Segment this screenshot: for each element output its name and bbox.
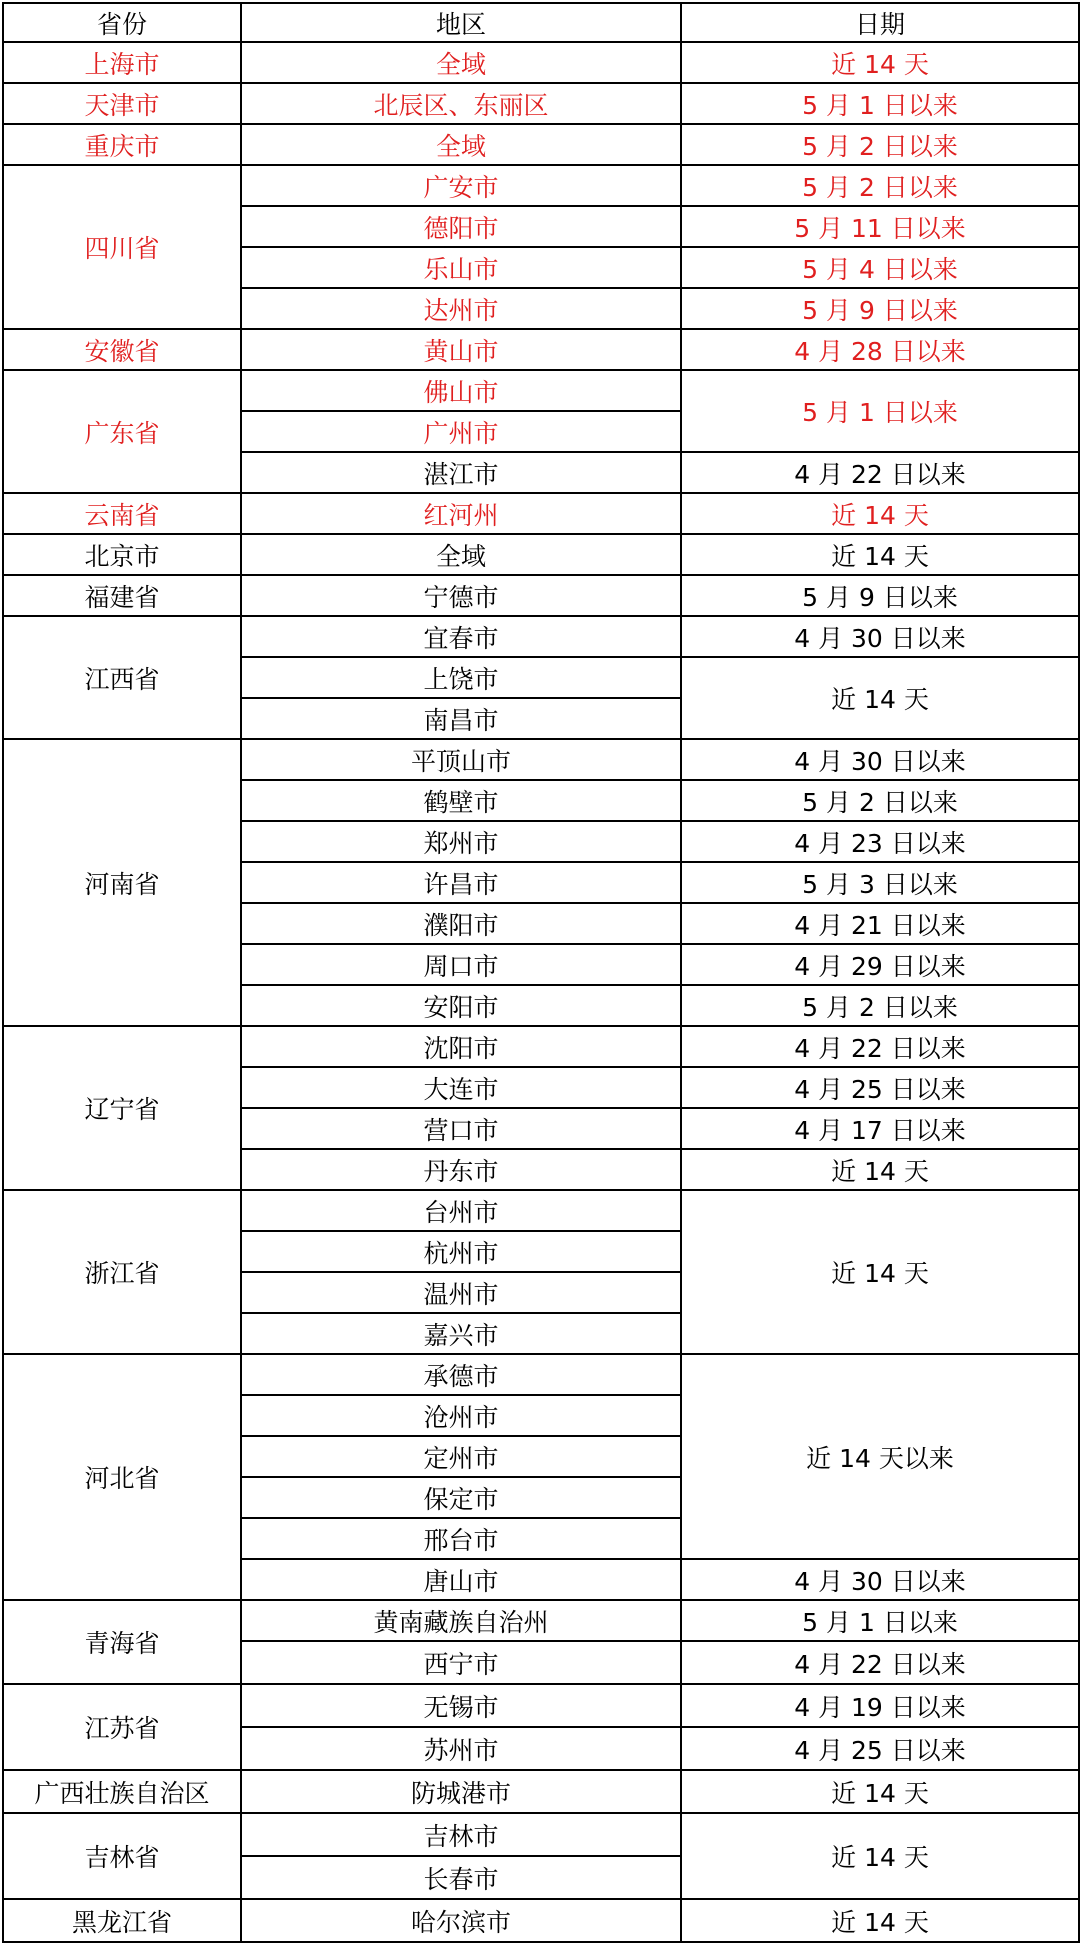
date-cell: 5 月 2 日以来 [681,780,1079,821]
table-row [3,1026,1079,1067]
province-cell: 河南省 [3,739,241,1026]
area-cell: 宜春市 [241,616,681,657]
province-cell: 北京市 [3,534,241,575]
table-row [3,1354,1079,1395]
area-cell: 沧州市 [241,1395,681,1436]
table-row [3,1190,1079,1231]
area-cell: 郑州市 [241,821,681,862]
area-cell: 全域 [241,42,681,83]
table-row [3,165,1079,206]
date-cell: 近 14 天 [681,42,1079,83]
area-cell: 温州市 [241,1272,681,1313]
table-row [3,1600,1079,1641]
area-cell: 上饶市 [241,657,681,698]
area-cell: 杭州市 [241,1231,681,1272]
province-header: 省份 [3,3,241,42]
area-header: 地区 [241,3,681,42]
province-cell: 广东省 [3,370,241,493]
date-cell: 4 月 21 日以来 [681,903,1079,944]
area-cell: 全域 [241,534,681,575]
area-cell: 保定市 [241,1477,681,1518]
date-cell: 近 14 天 [681,657,1079,739]
area-cell: 承德市 [241,1354,681,1395]
date-cell: 近 14 天 [681,1190,1079,1354]
area-cell: 吉林市 [241,1813,681,1856]
date-cell: 4 月 30 日以来 [681,739,1079,780]
province-cell: 四川省 [3,165,241,329]
province-cell: 黑龙江省 [3,1899,241,1942]
area-cell: 台州市 [241,1190,681,1231]
region-date-table [2,2,1080,1943]
date-cell: 5 月 2 日以来 [681,124,1079,165]
date-cell: 4 月 22 日以来 [681,1641,1079,1684]
date-cell: 近 14 天以来 [681,1354,1079,1559]
date-cell: 5 月 2 日以来 [681,985,1079,1026]
area-cell: 沈阳市 [241,1026,681,1067]
area-cell: 苏州市 [241,1727,681,1770]
area-cell: 濮阳市 [241,903,681,944]
province-cell: 云南省 [3,493,241,534]
table-body [3,42,1079,1942]
date-cell: 4 月 28 日以来 [681,329,1079,370]
province-cell: 重庆市 [3,124,241,165]
date-cell: 5 月 3 日以来 [681,862,1079,903]
date-cell: 近 14 天 [681,1899,1079,1942]
area-cell: 达州市 [241,288,681,329]
date-cell: 4 月 30 日以来 [681,1559,1079,1600]
province-cell: 安徽省 [3,329,241,370]
table-row [3,575,1079,616]
area-cell: 安阳市 [241,985,681,1026]
area-cell: 定州市 [241,1436,681,1477]
area-cell: 北辰区、东丽区 [241,83,681,124]
date-header: 日期 [681,3,1079,42]
table-row [3,370,1079,411]
date-cell: 4 月 22 日以来 [681,1026,1079,1067]
date-cell: 5 月 11 日以来 [681,206,1079,247]
area-cell: 平顶山市 [241,739,681,780]
province-cell: 广西壮族自治区 [3,1770,241,1813]
date-cell: 4 月 19 日以来 [681,1684,1079,1727]
area-cell: 红河州 [241,493,681,534]
date-cell: 近 14 天 [681,493,1079,534]
date-cell: 5 月 9 日以来 [681,288,1079,329]
province-cell: 上海市 [3,42,241,83]
province-cell: 吉林省 [3,1813,241,1899]
area-cell: 长春市 [241,1856,681,1899]
province-cell: 江西省 [3,616,241,739]
province-cell: 江苏省 [3,1684,241,1770]
area-cell: 广州市 [241,411,681,452]
date-cell: 近 14 天 [681,534,1079,575]
area-cell: 丹东市 [241,1149,681,1190]
table-row [3,493,1079,534]
date-cell: 4 月 25 日以来 [681,1067,1079,1108]
date-cell: 4 月 29 日以来 [681,944,1079,985]
date-cell: 4 月 22 日以来 [681,452,1079,493]
area-cell: 嘉兴市 [241,1313,681,1354]
date-cell: 5 月 1 日以来 [681,1600,1079,1641]
area-cell: 邢台市 [241,1518,681,1559]
date-cell: 4 月 25 日以来 [681,1727,1079,1770]
date-cell: 4 月 30 日以来 [681,616,1079,657]
area-cell: 湛江市 [241,452,681,493]
area-cell: 大连市 [241,1067,681,1108]
table-row [3,124,1079,165]
area-cell: 宁德市 [241,575,681,616]
date-cell: 5 月 2 日以来 [681,165,1079,206]
area-cell: 哈尔滨市 [241,1899,681,1942]
area-cell: 唐山市 [241,1559,681,1600]
area-cell: 乐山市 [241,247,681,288]
area-cell: 佛山市 [241,370,681,411]
province-cell: 河北省 [3,1354,241,1600]
date-cell: 4 月 23 日以来 [681,821,1079,862]
table-row [3,739,1079,780]
area-cell: 黄山市 [241,329,681,370]
province-cell: 浙江省 [3,1190,241,1354]
area-cell: 南昌市 [241,698,681,739]
table-row [3,329,1079,370]
date-cell: 4 月 17 日以来 [681,1108,1079,1149]
area-cell: 鹤壁市 [241,780,681,821]
table-row [3,616,1079,657]
date-cell: 5 月 1 日以来 [681,83,1079,124]
date-cell: 5 月 1 日以来 [681,370,1079,452]
date-cell: 5 月 4 日以来 [681,247,1079,288]
table-row [3,1813,1079,1856]
area-cell: 许昌市 [241,862,681,903]
date-cell: 近 14 天 [681,1770,1079,1813]
province-cell: 青海省 [3,1600,241,1684]
date-cell: 5 月 9 日以来 [681,575,1079,616]
province-cell: 福建省 [3,575,241,616]
table-row [3,1770,1079,1813]
table-row [3,83,1079,124]
area-cell: 西宁市 [241,1641,681,1684]
date-cell: 近 14 天 [681,1149,1079,1190]
area-cell: 德阳市 [241,206,681,247]
area-cell: 黄南藏族自治州 [241,1600,681,1641]
area-cell: 广安市 [241,165,681,206]
area-cell: 全域 [241,124,681,165]
table-row [3,1684,1079,1727]
area-cell: 周口市 [241,944,681,985]
province-cell: 天津市 [3,83,241,124]
date-cell: 近 14 天 [681,1813,1079,1899]
area-cell: 防城港市 [241,1770,681,1813]
province-cell: 辽宁省 [3,1026,241,1190]
area-cell: 无锡市 [241,1684,681,1727]
area-cell: 营口市 [241,1108,681,1149]
table-row [3,534,1079,575]
header-row [3,3,1079,42]
table-row [3,42,1079,83]
